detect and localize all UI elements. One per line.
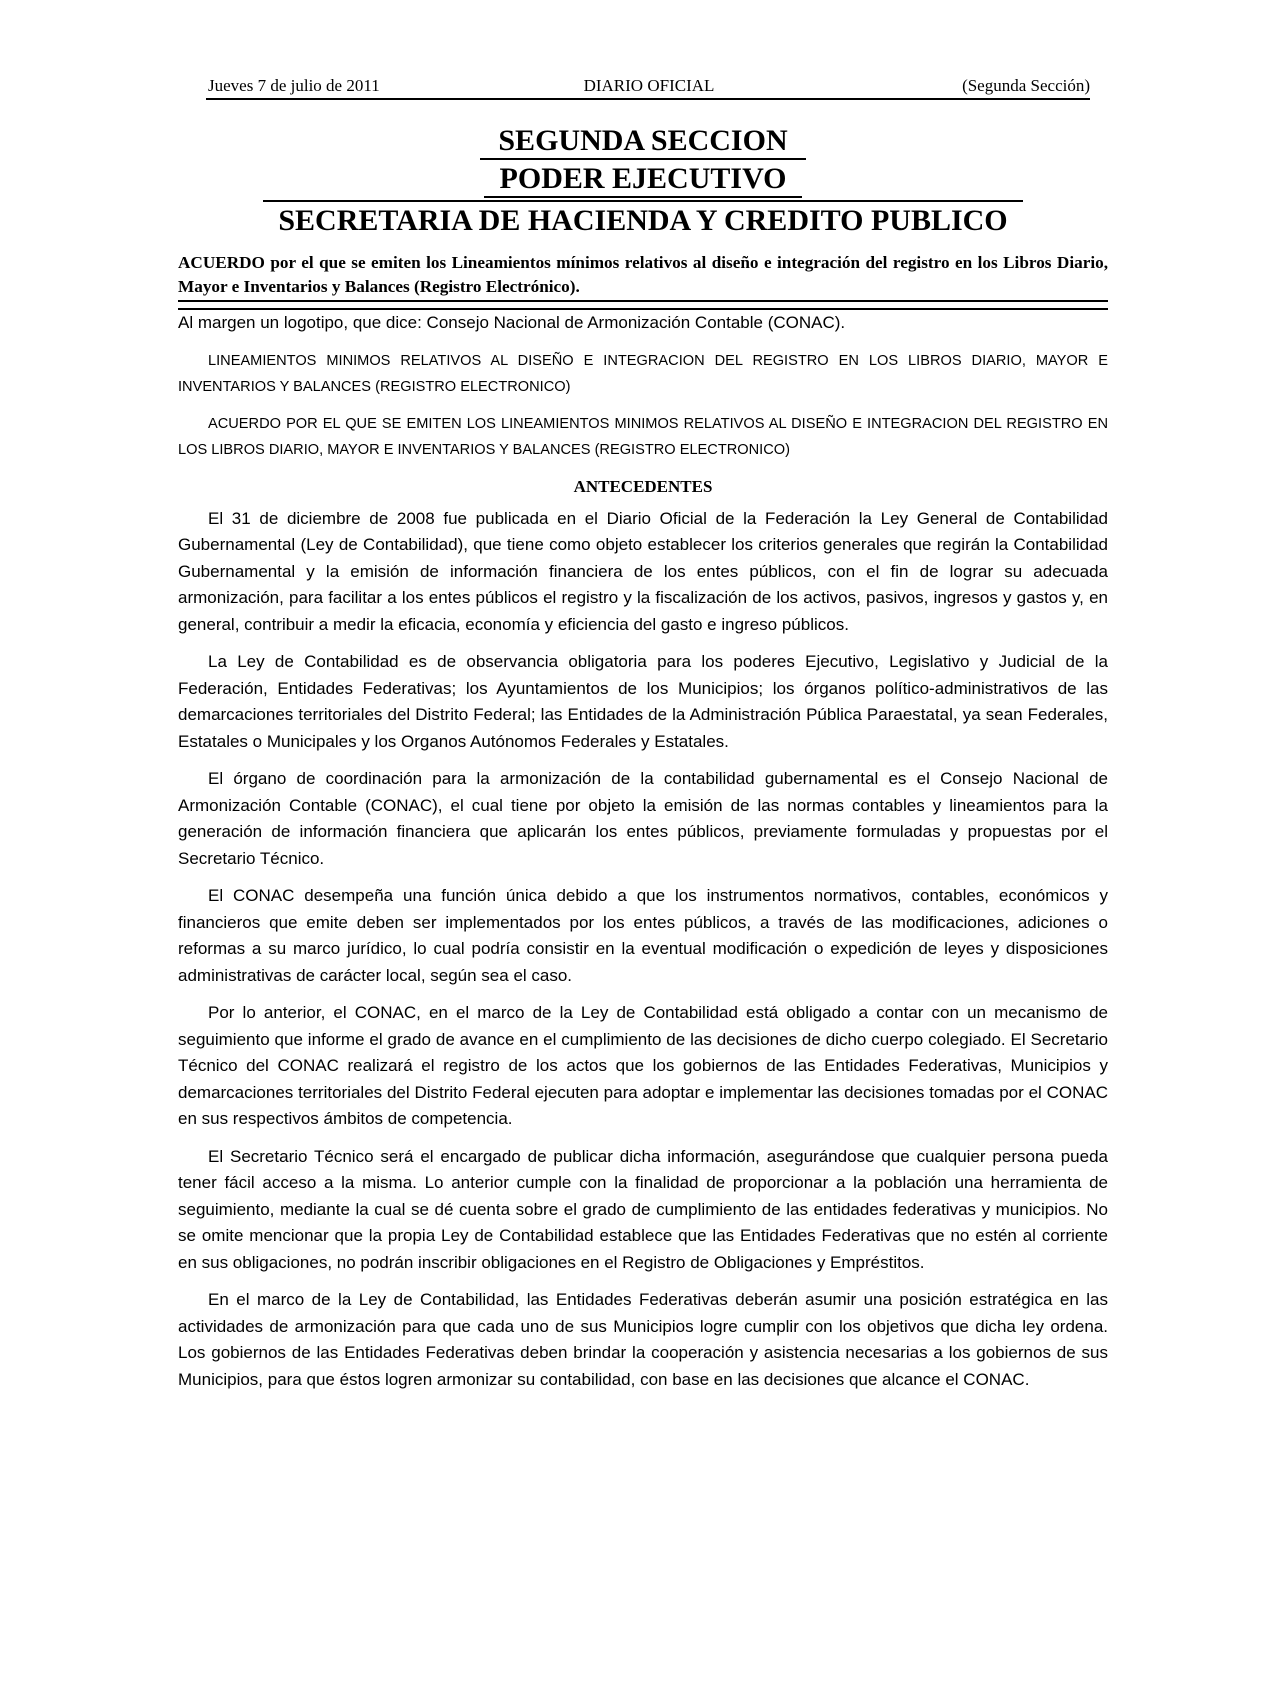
running-header (208, 76, 1090, 100)
antecedentes-heading: ANTECEDENTES (573, 476, 713, 496)
lineamientos-heading: LINEAMIENTOS MINIMOS RELATIVOS AL DISEÑO E INTEGRACION DEL REGISTRO EN LOS LIBROS DIARIO, MAYOR E INVENTARIOS Y BALANCES (REGISTRO ELECTRONICO) (178, 352, 1108, 395)
paragraph: Por lo anterior, el CONAC, en el marco de la Ley de Contabilidad está obligado a contar con un mecanismo de seguimiento que informe el grado de avance en el cumplimiento de las decisiones de dicho cuerpo colegiado. El Secretario Técnico del CONAC realizará el registro de los actos que los gobiernos de las Entidades Federativas, Municipios y demarcaciones territoriales del Distrito Federal ejecuten para adoptar e implementar las decisiones tomadas por el CONAC en sus respectivos ámbitos de competencia. (178, 1003, 1108, 1128)
paragraph: En el marco de la Ley de Contabilidad, las Entidades Federativas deberán asumir una posición estratégica en las actividades de armonización para que cada uno de sus Municipios logre cumplir con los objetivos que dicha ley ordena. Los gobiernos de las Entidades Federativas deben brindar la cooperación y asistencia necesarias a los gobiernos de sus Municipios, para que éstos logren armonizar su contabilidad, con base en las decisiones que alcance el CONAC. (178, 1290, 1108, 1389)
branch-title: PODER EJECUTIVO (484, 162, 803, 198)
acuerdo-heading: ACUERDO POR EL QUE SE EMITEN LOS LINEAMIENTOS MINIMOS RELATIVOS AL DISEÑO E INTEGRACION DEL REGISTRO EN LOS LIBROS DIARIO, MAYOR E INVENTARIOS Y BALANCES (REGISTRO ELECTRONICO) (178, 415, 1108, 458)
paragraph: El CONAC desempeña una función única debido a que los instrumentos normativos, contables, económicos y financieros que emite deben ser implementados por los entes públicos, a través de las modificaciones, adiciones o reformas a su marco jurídico, lo cual podría consistir en la eventual modificación o expedición de leyes y disposiciones administrativas de carácter local, según sea el caso. (178, 886, 1108, 985)
double-rule-divider (178, 300, 1108, 310)
paragraph: El 31 de diciembre de 2008 fue publicada en el Diario Oficial de la Federación la Ley General de Contabilidad Gubernamental (Ley de Contabilidad), que tiene como objeto establecer los criterios generales que regirán la Contabilidad Gubernamental y la emisión de información financiera de los entes públicos, con el fin de lograr su adecuada armonización, para facilitar a los entes públicos el registro y la fiscalización de los activos, pasivos, ingresos y gastos y, en general, contribuir a medir la eficacia, economía y eficiencia del gasto e ingreso públicos. (178, 508, 1108, 634)
section-title: SEGUNDA SECCION (480, 124, 805, 160)
section-heading-block (178, 124, 1108, 240)
header-date: Jueves 7 de julio de 2011 (208, 76, 380, 95)
ministry-title: SECRETARIA DE HACIENDA Y CREDITO PUBLICO (263, 200, 1023, 240)
margin-note: Al margen un logotipo, que dice: Consejo Nacional de Armonización Contable (CONAC). (178, 313, 846, 332)
paragraph: El órgano de coordinación para la armonización de la contabilidad gubernamental es el Consejo Nacional de Armonización Contable (CONAC), el cual tiene por objeto la emisión de las normas contables y lineamientos para la generación de información financiera que aplicarán los entes públicos, previamente formuladas y propuestas por el Secretario Técnico. (178, 769, 1108, 868)
paragraph: El Secretario Técnico será el encargado de publicar dicha información, asegurándose que cualquier persona pueda tener fácil acceso a la misma. Lo anterior cumple con la finalidad de proporcionar a la población una herramienta de seguimiento, mediante la cual se dé cuenta sobre el grado de cumplimiento de las entidades federativas y municipios. No se omite mencionar que la propia Ley de Contabilidad establece que las Entidades Federativas que no estén al corriente en sus obligaciones, no podrán inscribir obligaciones en el Registro de Obligaciones y Empréstitos. (178, 1146, 1108, 1272)
document-body (178, 310, 1108, 1404)
header-rule (206, 98, 1090, 100)
acuerdo-title: ACUERDO por el que se emiten los Lineamientos mínimos relativos al diseño e integración del registro en los Libros Diario, Mayor e Inventarios y Balances (Registro Electrónico). (178, 253, 1108, 296)
paragraph: La Ley de Contabilidad es de observancia obligatoria para los poderes Ejecutivo, Legislativo y Judicial de la Federación, Entidades Federativas; los Ayuntamientos de los Municipios; los órganos político-administrativos de las demarcaciones territoriales del Distrito Federal; las Entidades de la Administración Pública Paraestatal, ya sean Federales, Estatales o Municipales y los Organos Autónomos Federales y Estatales. (178, 652, 1108, 751)
header-publication: DIARIO OFICIAL (583, 76, 715, 95)
header-section-ref: (Segunda Sección) (962, 76, 1090, 95)
